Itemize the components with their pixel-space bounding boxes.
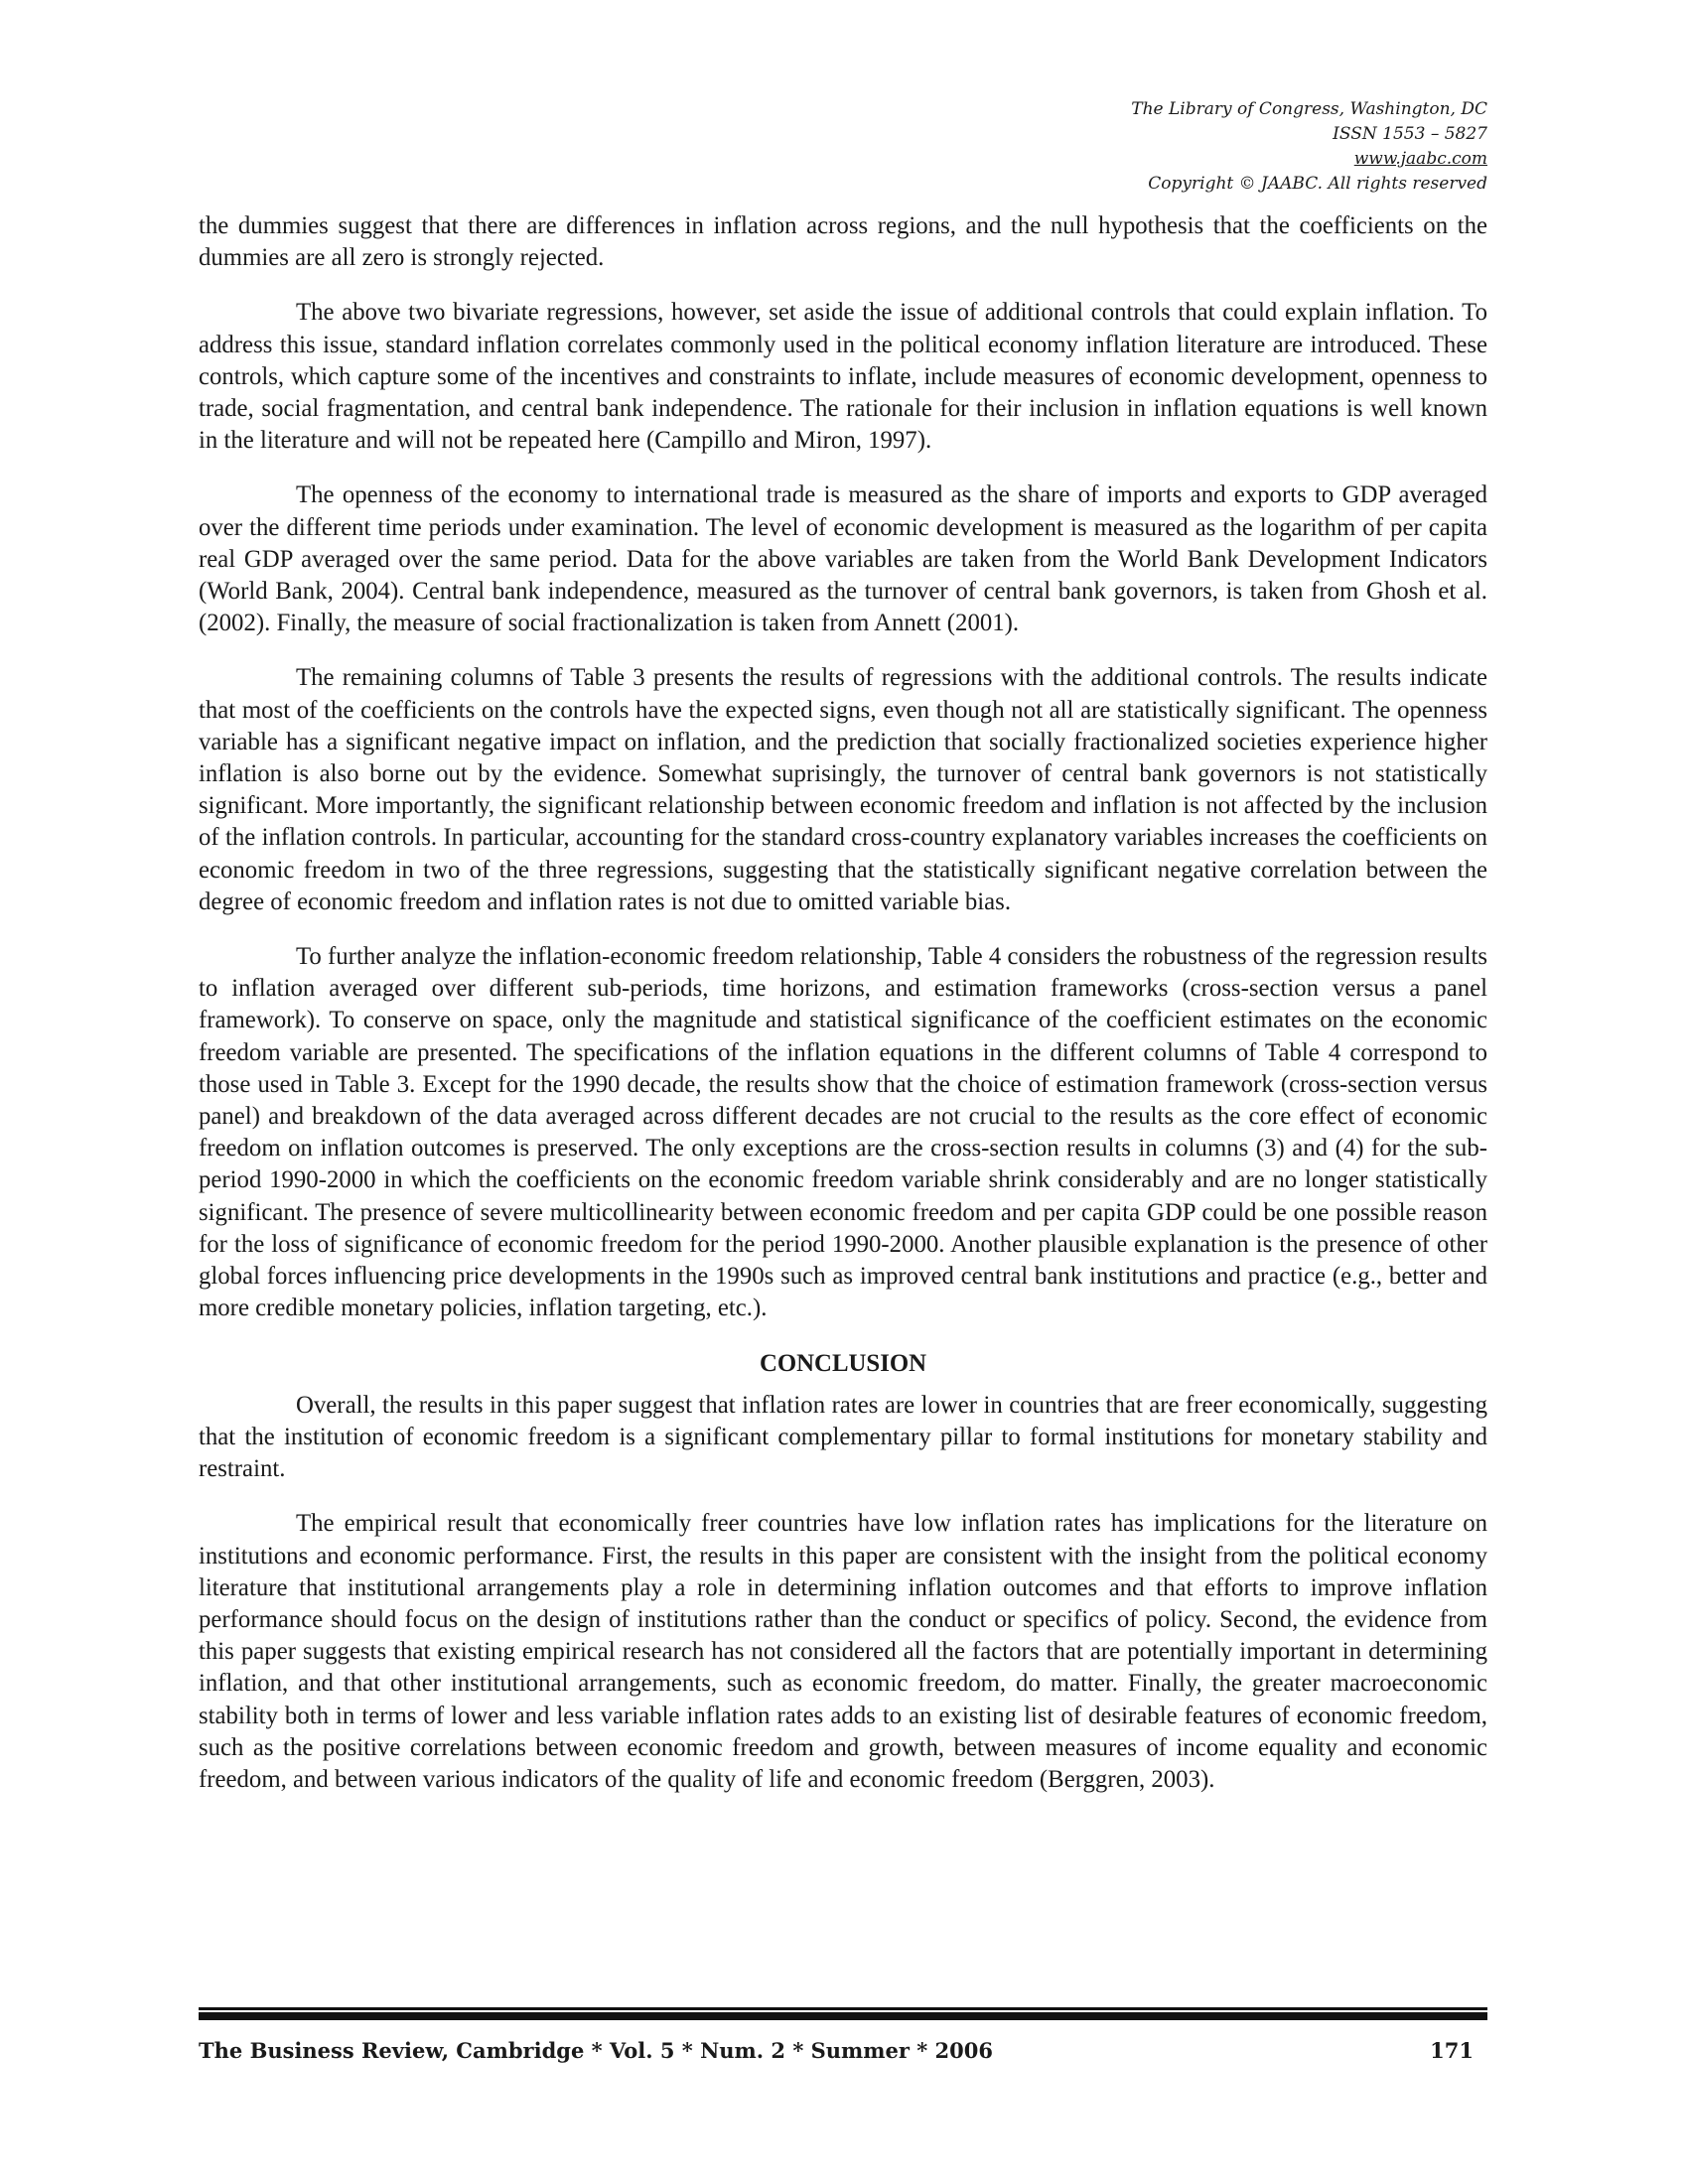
paragraph-table3-results: The remaining columns of Table 3 presents the results of regressions with the additional controls. The results indicate that most of the coefficients on the controls have the expected signs, even though not all are statistically significant. The openness variable has a significant negative impact on inflation, and the prediction that socially fractionalized societies experience higher inflation is also borne out by the evidence. Somewhat suprisingly, the turnover of central bank governors is not statistically significant. More importantly, the significant relationship between economic freedom and inflation is not affected by the inclusion of the inflation controls. In particular, accounting for the standard cross-country explanatory variables increases the coefficients on economic freedom in two of the three regressions, suggesting that the statistically significant negative correlation between the degree of economic freedom and inflation rates is not due to omitted variable bias. [199,664,1487,915]
footer-rule [199,2007,1487,2020]
page-number: 171 [1430,2038,1474,2063]
article-body [199,210,1487,1819]
paragraph-continued: the dummies suggest that there are differences in inflation across regions, and the null hypothesis that the coefficients on the dummies are all zero is strongly rejected. [199,212,1487,272]
paragraph-table4-robustness: To further analyze the inflation-economic freedom relationship, Table 4 considers the robustness of the regression results to inflation averaged over different sub-periods, time horizons, and estimation frameworks (cross-section versus a panel framework). To conserve on space, only the magnitude and statistical significance of the coefficient estimates on the economic freedom variable are presented. The specifications of the inflation equations in the different columns of Table 4 correspond to those used in Table 3. Except for the 1990 decade, the results show that the choice of estimation framework (cross-section versus panel) and breakdown of the data averaged across different decades are not crucial to the results as the core effect of economic freedom on inflation outcomes is preserved. The only exceptions are the cross-section results in columns (3) and (4) for the sub-period 1990-2000 in which the coefficients on the economic freedom variable shrink considerably and are no longer statistically significant. The presence of severe multicollinearity between economic freedom and per capita GDP could be one possible reason for the loss of significance of economic freedom for the period 1990-2000. Another plausible explanation is the presence of other global forces influencing price developments in the 1990s such as improved central bank institutions and practice (e.g., better and more credible monetary policies, inflation targeting, etc.). [199,943,1487,1322]
header-issn-line: ISSN 1553 – 5827 [1333,124,1487,144]
header-website-link[interactable]: www.jaabc.com [1353,149,1487,169]
page [199,0,1487,2184]
footer-rule-thin [199,2007,1487,2010]
running-header [1131,97,1487,197]
footer-rule-thick [199,2012,1487,2020]
header-copyright-line: Copyright © JAABC. All rights reserved [1148,174,1487,194]
footer-journal-citation: The Business Review, Cambridge * Vol. 5 * Num. 2 * Summer * 2006 [199,2038,993,2063]
paragraph-conclusion-implications: The empirical result that economically freer countries have low inflation rates has implications for the literature on institutions and economic performance. First, the results in this paper are consistent with the insight from the political economy literature that institutional arrangements play a role in determining inflation outcomes and that efforts to improve inflation performance should focus on the design of institutions rather than the conduct or specifics of policy. Second, the evidence from this paper suggests that existing empirical research has not considered all the factors that are potentially important in determining inflation, and that other institutional arrangements, such as economic freedom, do matter. Finally, the greater macroeconomic stability both in terms of lower and less variable inflation rates adds to an existing list of desirable features of economic freedom, such as the positive correlations between economic freedom and growth, between measures of income equality and economic freedom, and between various indicators of the quality of life and economic freedom (Berggren, 2003). [199,1510,1487,1793]
paragraph-controls: The above two bivariate regressions, however, set aside the issue of additional controls that could explain inflation. To address this issue, standard inflation correlates commonly used in the political economy inflation literature are introduced. These controls, which capture some of the incentives and constraints to inflate, include measures of economic development, openness to trade, social fragmentation, and central bank independence. The rationale for their inclusion in inflation equations is well known in the literature and will not be repeated here (Campillo and Miron, 1997). [199,299,1487,455]
header-library-line: The Library of Congress, Washington, DC [1131,99,1487,119]
paragraph-conclusion-overall: Overall, the results in this paper suggest that inflation rates are lower in countries that are freer economically, suggesting that the institution of economic freedom is a significant complementary pillar to formal institutions for monetary stability and restraint. [199,1391,1487,1483]
paragraph-openness: The openness of the economy to international trade is measured as the share of imports and exports to GDP averaged over the different time periods under examination. The level of economic development is measured as the logarithm of per capita real GDP averaged over the same period. Data for the above variables are taken from the World Bank Development Indicators (World Bank, 2004). Central bank independence, measured as the turnover of central bank governors, is taken from Ghosh et al. (2002). Finally, the measure of social fractionalization is taken from Annett (2001). [199,481,1487,637]
section-heading-conclusion: CONCLUSION [759,1349,927,1377]
